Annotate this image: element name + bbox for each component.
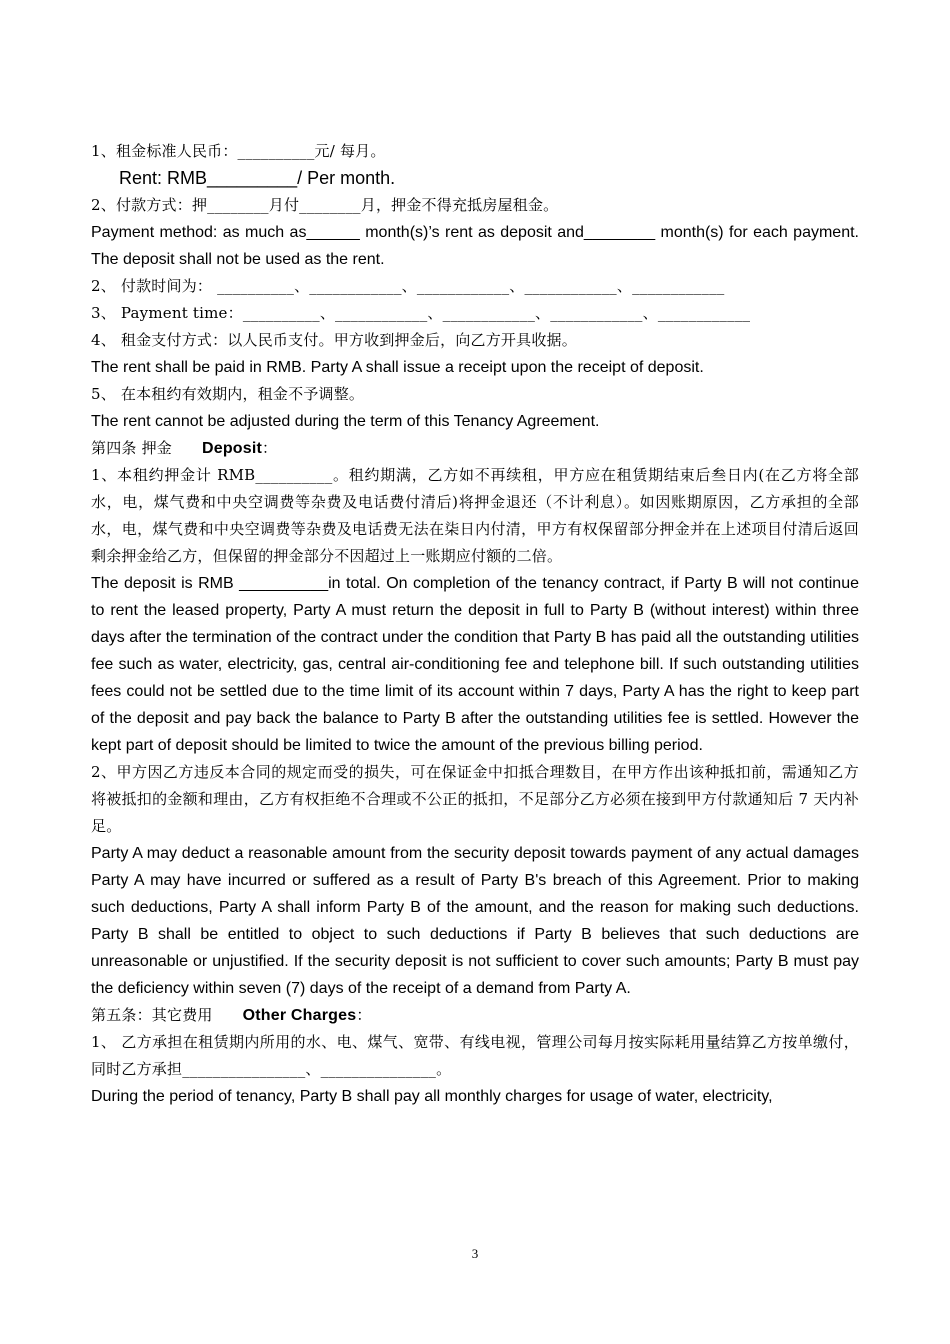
- payment-method-zh: 2、付款方式：押________月付________月，押金不得充抵房屋租金。: [91, 196, 559, 214]
- payment-currency-en: The rent shall be paid in RMB. Party A shall issue a receipt upon the receipt of deposit.: [91, 359, 704, 376]
- section-4-heading-colon: ：: [262, 439, 278, 457]
- section-5-heading-en: Other Charges: [242, 1007, 357, 1024]
- rent-adjust-zh: 5、 在本租约有效期内，租金不予调整。: [91, 385, 365, 403]
- rent-standard-en: Rent: RMB_________/ Per month.: [119, 168, 396, 188]
- payment-time-en: 3、 Payment time：__________、____________、____________、____________、____________: [91, 304, 751, 322]
- charges-clause-1-en: During the period of tenancy, Party B shall pay all monthly charges for usage of water, electricity,: [91, 1088, 773, 1105]
- rent-standard-zh: 1、租金标准人民币：__________元/ 每月。: [91, 142, 386, 160]
- payment-method-en: Payment method: as much as______ month(s)’s rent as deposit and________ month(s) for each payment. The deposit shall not be used as the rent.: [91, 224, 859, 268]
- rent-adjust-en: The rent cannot be adjusted during the term of this Tenancy Agreement.: [91, 413, 600, 430]
- document-body: [91, 138, 859, 1110]
- section-4-heading-zh: 第四条 押金: [91, 439, 172, 457]
- section-5-heading: [91, 1002, 859, 1029]
- charges-clause-1-zh: 1、 乙方承担在租赁期内所用的水、电、煤气、宽带、有线电视，管理公司每月按实际耗用量结算乙方按单缴付，同时乙方承担________________、_______________。: [91, 1033, 859, 1078]
- payment-currency-zh: 4、 租金支付方式：以人民币支付。甲方收到押金后，向乙方开具收据。: [91, 331, 577, 349]
- page-number: 3: [471, 1246, 479, 1261]
- section-5-heading-colon: ：: [356, 1006, 372, 1024]
- payment-time-zh: 2、 付款时间为： __________、____________、____________、____________、____________: [91, 277, 725, 295]
- deposit-clause-2-zh: 2、甲方因乙方违反本合同的规定而受的损失，可在保证金中扣抵合理数目，在甲方作出该种抵扣前，需通知乙方将被抵扣的金额和理由，乙方有权拒绝不合理或不公正的抵扣，不足部分乙方必须在接到甲方付款通知后 7 天内补足。: [91, 763, 859, 835]
- deposit-clause-1-zh: 1、本租约押金计 RMB__________。租约期满，乙方如不再续租，甲方应在租赁期结束后叁日内(在乙方将全部水，电，煤气费和中央空调费等杂费及电话费付清后)将押金退还（不计利息）。如因账期原因，乙方承担的全部水，电，煤气费和中央空调费等杂费及电话费无法在柒日内付清，甲方有权保留部分押金并在上述项目付清后返回剩余押金给乙方，但保留的押金部分不因超过上一账期应付额的二倍。: [91, 466, 859, 565]
- section-4-heading: [91, 435, 859, 462]
- deposit-clause-1-en: The deposit is RMB __________in total. On completion of the tenancy contract, if Party B will not continue to rent the leased property, Party A must return the deposit in full to Party B (without interest) within three days after the termination of the contract under the condition that Party B has paid all the outstanding utilities fee such as water, electricity, gas, central air-conditioning fee and telephone bill. If such outstanding utilities fees could not be settled due to the time limit of its account within 7 days, Party A has the right to keep part of the deposit and pay back the balance to Party B after the outstanding utilities fee is settled. However the kept part of deposit should be limited to twice the amount of the previous billing period.: [91, 575, 859, 754]
- deposit-clause-2-en: Party A may deduct a reasonable amount from the security deposit towards payment of any actual damages Party A may have incurred or suffered as a result of Party B's breach of this Agreement. Prior to making such deductions, Party A shall inform Party B of the amount, and the reason for making such deductions. Party B shall be entitled to object to such deductions if Party B believes that such deductions are unreasonable or unjustified. If the security deposit is not sufficient to cover such amounts; Party B must pay the deficiency within seven (7) days of the receipt of a demand from Party A.: [91, 845, 859, 997]
- section-4-heading-en: Deposit: [201, 440, 263, 457]
- section-5-heading-zh: 第五条：其它费用: [91, 1006, 213, 1024]
